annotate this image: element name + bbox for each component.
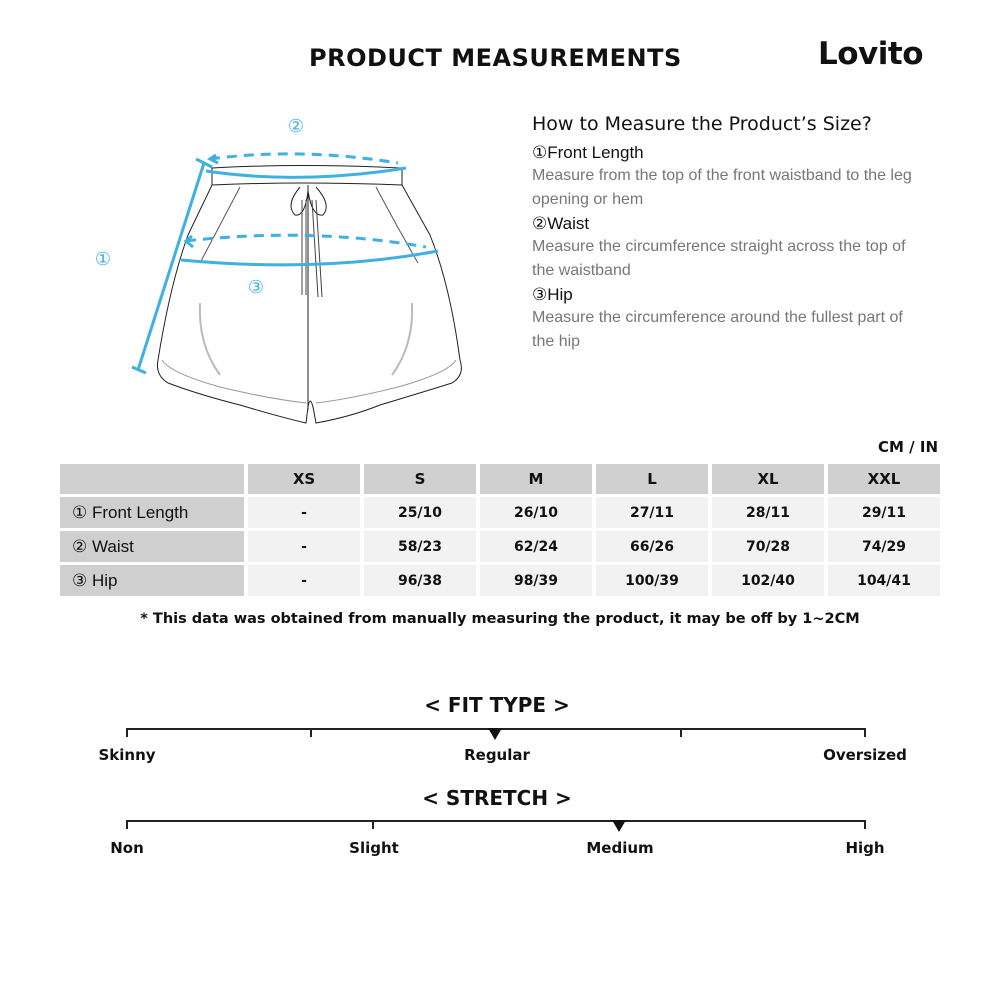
- table-cell: 26/10: [480, 497, 592, 528]
- instruction-title: ②Waist: [532, 214, 590, 233]
- page-title: PRODUCT MEASUREMENTS: [309, 44, 682, 72]
- table-cell: 96/38: [364, 565, 476, 596]
- table-cell: 29/11: [828, 497, 940, 528]
- table-cell: 27/11: [596, 497, 708, 528]
- table-cell: -: [248, 531, 360, 562]
- table-cell: 58/23: [364, 531, 476, 562]
- table-header-cell: XS: [248, 464, 360, 494]
- stretch-tick: [864, 820, 866, 829]
- table-header-cell: [60, 464, 244, 494]
- stretch-label: High: [845, 839, 885, 857]
- fit-type-label: Regular: [464, 746, 530, 764]
- stretch-label: Medium: [586, 839, 654, 857]
- stretch-tick: [372, 820, 374, 829]
- unit-label: CM / IN: [878, 438, 938, 456]
- table-cell: 104/41: [828, 565, 940, 596]
- table-header-cell: L: [596, 464, 708, 494]
- table-cell: 100/39: [596, 565, 708, 596]
- how-to-measure-section: [532, 113, 952, 354]
- brand-logo: Lovito: [818, 36, 924, 72]
- fit-type-label: Oversized: [823, 746, 907, 764]
- table-cell: 74/29: [828, 531, 940, 562]
- fit-type-label: Skinny: [98, 746, 156, 764]
- fit-type-tick: [310, 728, 312, 737]
- fit-type-tick: [126, 728, 128, 737]
- stretch-marker-icon: [612, 820, 626, 832]
- table-cell: 98/39: [480, 565, 592, 596]
- instruction-desc: Measure from the top of the front waistband to the leg opening or hem: [532, 167, 912, 208]
- fit-type-marker-icon: [488, 728, 502, 740]
- table-cell: -: [248, 497, 360, 528]
- instruction-title: ①Front Length: [532, 143, 644, 162]
- fit-type-tick: [864, 728, 866, 737]
- shorts-measurement-diagram: [80, 105, 480, 435]
- stretch-tick: [126, 820, 128, 829]
- instruction-title: ③Hip: [532, 285, 573, 304]
- instruction-waist: [532, 212, 952, 283]
- shorts-outline-icon: [157, 166, 461, 424]
- waist-marker-icon: ②: [287, 116, 305, 137]
- table-cell: 66/26: [596, 531, 708, 562]
- table-header-cell: S: [364, 464, 476, 494]
- stretch-label: Slight: [349, 839, 399, 857]
- size-table: [60, 464, 940, 596]
- instruction-desc: Measure the circumference straight across the top of the waistband: [532, 238, 906, 279]
- fit-type-tick: [680, 728, 682, 737]
- measurement-note: * This data was obtained from manually measuring the product, it may be off by 1~2CM: [140, 611, 860, 627]
- table-row-label: ① Front Length: [60, 497, 244, 528]
- table-cell: 62/24: [480, 531, 592, 562]
- measurement-lines: [132, 154, 438, 373]
- fit-type-title: < FIT TYPE >: [424, 693, 570, 717]
- table-row-label: ② Waist: [60, 531, 244, 562]
- table-header-cell: XXL: [828, 464, 940, 494]
- table-cell: 102/40: [712, 565, 824, 596]
- how-to-heading: How to Measure the Product’s Size?: [532, 113, 872, 135]
- instruction-front-length: [532, 141, 952, 212]
- table-header-cell: XL: [712, 464, 824, 494]
- table-cell: 70/28: [712, 531, 824, 562]
- stretch-line: [126, 820, 866, 822]
- instruction-hip: [532, 283, 952, 354]
- front-length-marker-icon: ①: [94, 249, 112, 270]
- table-cell: -: [248, 565, 360, 596]
- table-header-cell: M: [480, 464, 592, 494]
- table-cell: 25/10: [364, 497, 476, 528]
- table-row-label: ③ Hip: [60, 565, 244, 596]
- hip-marker-icon: ③: [247, 277, 265, 298]
- table-cell: 28/11: [712, 497, 824, 528]
- stretch-label: Non: [110, 839, 144, 857]
- stretch-title: < STRETCH >: [422, 786, 572, 810]
- instruction-desc: Measure the circumference around the fullest part of the hip: [532, 309, 903, 350]
